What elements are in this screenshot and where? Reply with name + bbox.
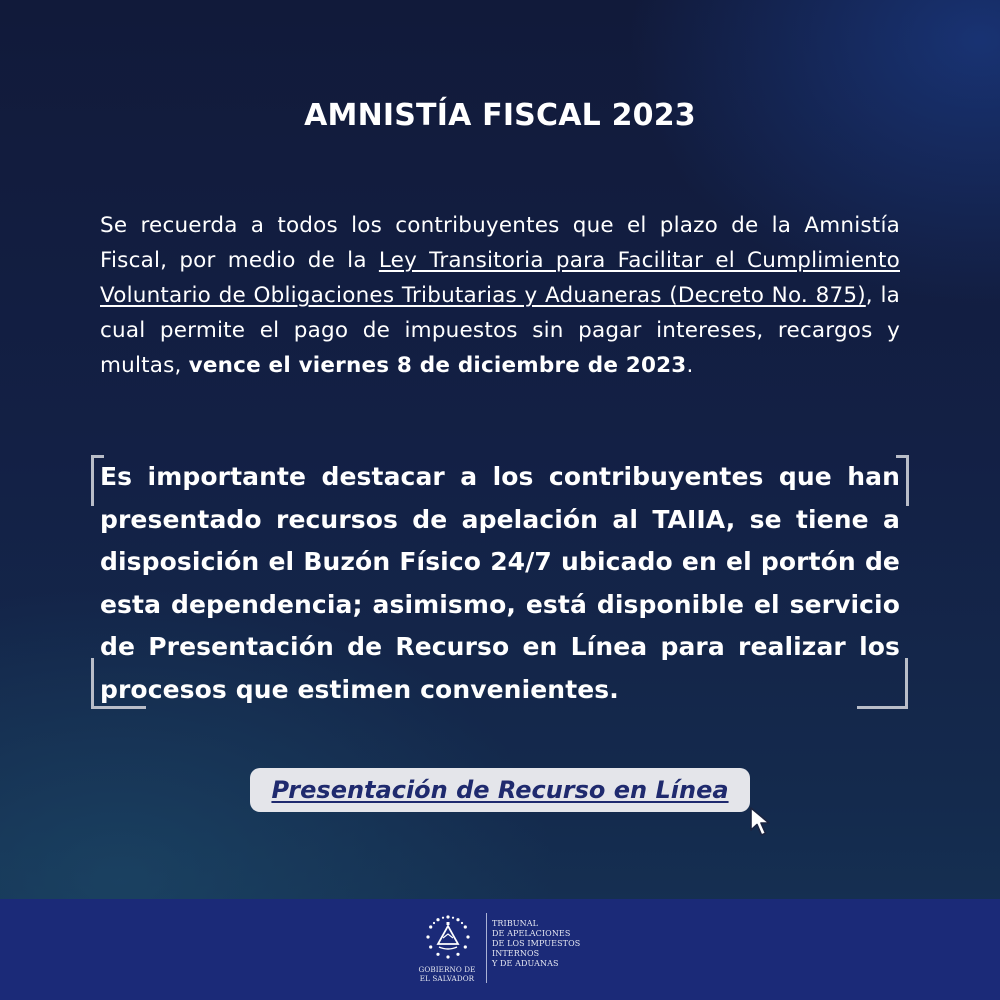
paragraph-middle: , la cual permite el pago de impuestos sin pagar intereses, recargos y multas,: [100, 283, 900, 378]
announcement-paragraph: [100, 208, 900, 383]
online-appeal-button-label[interactable]: Presentación de Recurso en Línea: [271, 776, 729, 804]
deadline-text: vence el viernes 8 de diciembre de 2023: [188, 353, 687, 378]
paragraph-end: .: [686, 353, 694, 378]
coat-of-arms-icon: [424, 913, 472, 961]
highlight-notice: Es importante destacar a los contribuyentes que han presentado recursos de apelación al TAIIA, se tiene a disposición el Buzón Físico 24/7 ubicado en el portón de esta dependencia; asimismo, está disponible el servicio de Presentación de Recurso en Línea para realizar los procesos que estimen convenientes.: [100, 462, 900, 704]
page-title: AMNISTÍA FISCAL 2023: [304, 98, 696, 133]
law-link[interactable]: Ley Transitoria para Facilitar el Cumplimiento Voluntario de Obligaciones Tributarias y Aduaneras (Decreto No. 875): [100, 248, 900, 308]
footer-bar: [0, 899, 1000, 1000]
online-appeal-button[interactable]: [250, 768, 750, 812]
pointer-cursor-icon: [748, 806, 776, 838]
paragraph-intro: Se recuerda a todos los contribuyentes que el plazo de la Amnistía Fiscal, por medio de la: [100, 213, 900, 273]
footer-divider: [486, 913, 487, 983]
government-logo-text: GOBIERNO DE EL SALVADOR: [418, 965, 476, 983]
institution-name: TRIBUNAL DE APELACIONES DE LOS IMPUESTOS INTERNOS Y DE ADUANAS: [492, 919, 581, 968]
